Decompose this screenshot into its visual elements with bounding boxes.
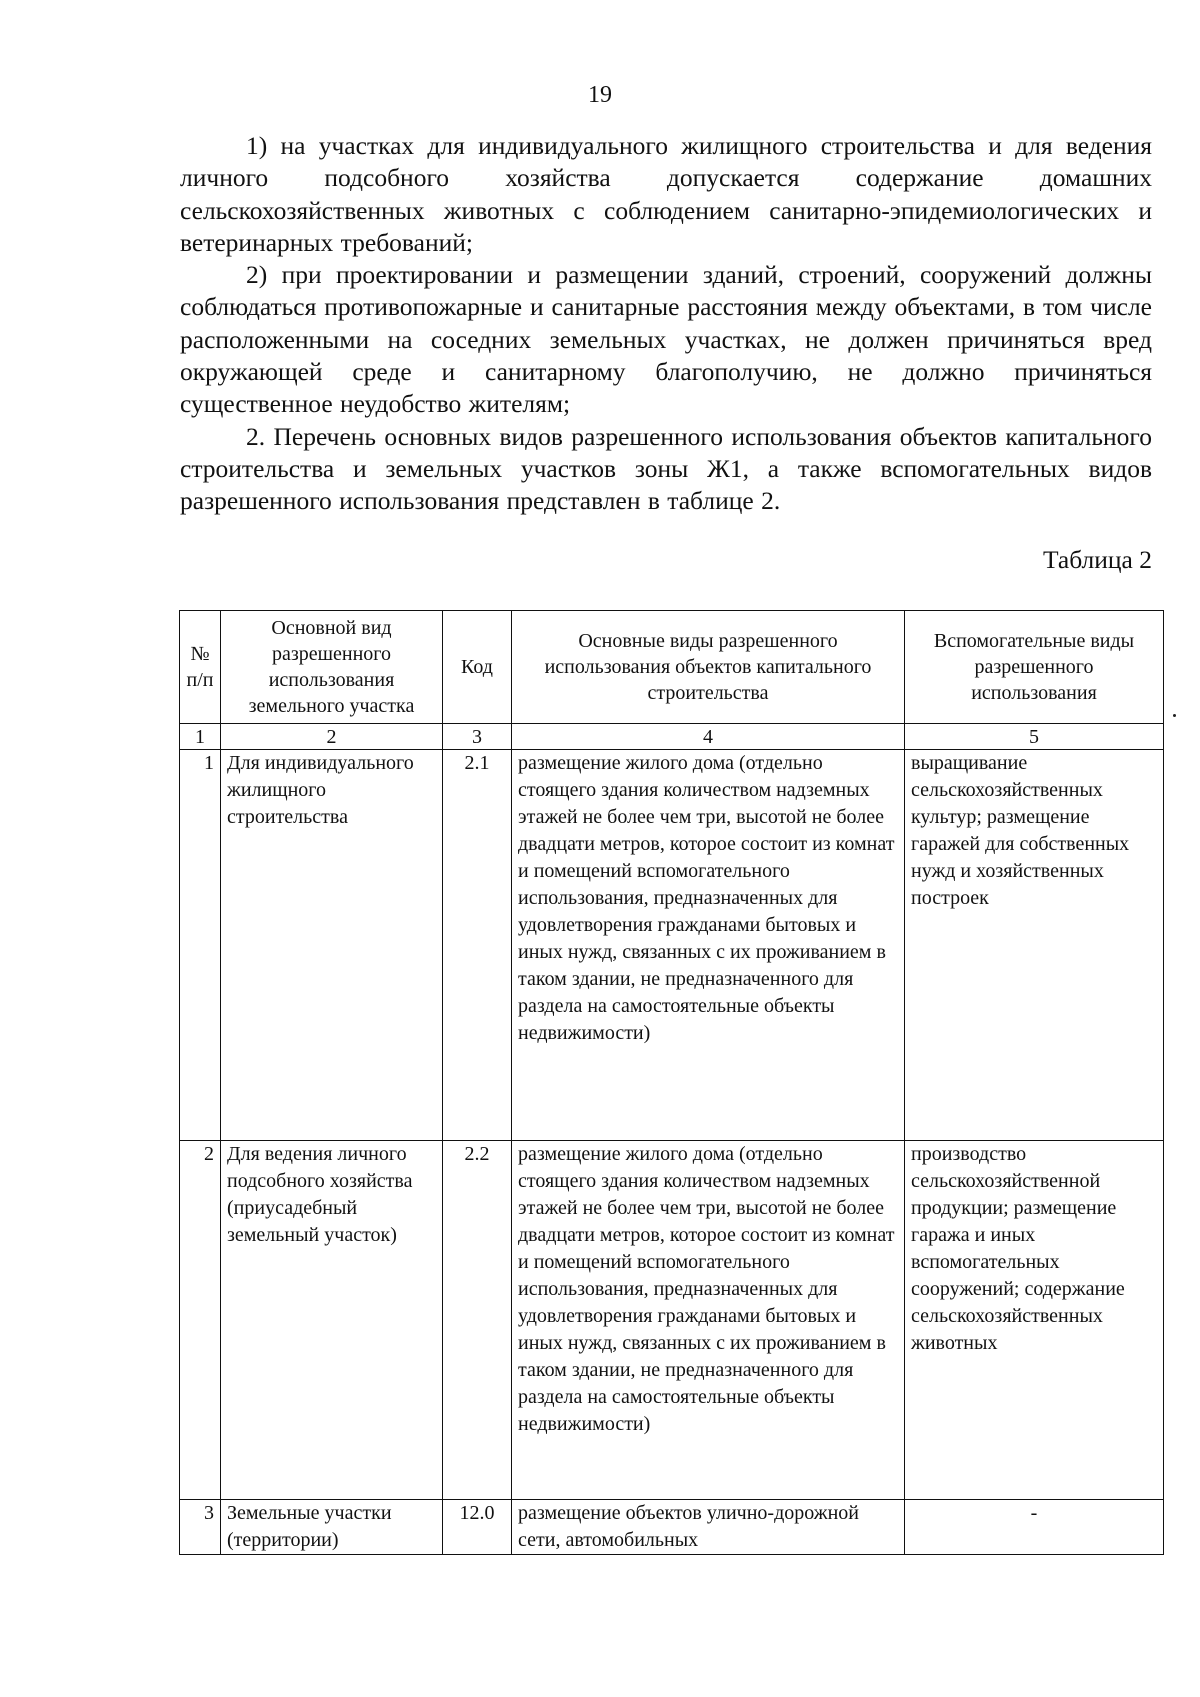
paragraph-1: 1) на участках для индивидуального жилищного строительства и для ведения личного подсобного хозяйства допускается содержание домашних сельскохозяйственных животных с соблюдением санитарно-эпидемиологических и ветеринарных требований; [180,131,1152,257]
row-number: 2 [180,1141,221,1500]
column-number: 2 [221,724,443,750]
aux-use-cell: производство сельскохозяйственной продукции; размещение гаража и иных вспомогательных сооружений; содержание сельскохозяйственных животных [905,1141,1164,1500]
table-caption: Таблица 2 [1042,545,1152,574]
aux-use-cell: - [905,1500,1164,1555]
code-cell: 12.0 [443,1500,512,1555]
body-text [180,130,1152,518]
land-use-cell: Земельные участки (территории) [221,1500,443,1555]
code-cell: 2.1 [443,750,512,1141]
column-number: 5 [905,724,1164,750]
row-number: 1 [180,750,221,1141]
code-cell: 2.2 [443,1141,512,1500]
aux-use-cell: выращивание сельскохозяйственных культур; размещение гаражей для собственных нужд и хозяйственных построек [905,750,1164,1141]
land-use-cell: Для индивидуального жилищного строительства [221,750,443,1141]
header-number: № п/п [180,611,221,724]
scan-speck [1173,714,1176,717]
main-use-cell: размещение объектов улично-дорожной сети, автомобильных [512,1500,905,1555]
header-aux-use: Вспомогательные виды разрешенного использования [905,611,1164,724]
land-use-table [179,610,1164,1555]
table-row [180,1500,1164,1555]
table-row [180,1141,1164,1500]
column-number: 1 [180,724,221,750]
header-main-use: Основные виды разрешенного использования объектов капитального строительства [512,611,905,724]
page-number: 19 [588,82,612,108]
paragraph-3: 2. Перечень основных видов разрешенного использования объектов капитального строительства и земельных участков зоны Ж1, а также вспомогательных видов разрешенного использования представлен в таблице 2. [180,421,1152,516]
column-number: 4 [512,724,905,750]
column-number: 3 [443,724,512,750]
column-numbers-row [180,724,1164,750]
main-use-cell: размещение жилого дома (отдельно стоящего здания количеством надземных этажей не более чем три, высотой не более двадцати метров, которое состоит из комнат и помещений вспомогательного использования, предназначенных для удовлетворения гражданами бытовых и иных нужд, связанных с их проживанием в таком здании, не предназначенного для раздела на самостоятельные объекты недвижимости) [512,750,905,1141]
paragraph-2: 2) при проектировании и размещении зданий, строений, сооружений должны соблюдаться противопожарные и санитарные расстояния между объектами, в том числе расположенными на соседних земельных участках, не должен причиняться вред окружающей среде и санитарному благополучию, не должно причиняться существенное неудобство жителям; [180,260,1152,419]
table-header-row [180,611,1164,724]
table-row [180,750,1164,1141]
land-use-cell: Для ведения личного подсобного хозяйства (приусадебный земельный участок) [221,1141,443,1500]
main-use-cell: размещение жилого дома (отдельно стоящего здания количеством надземных этажей не более чем три, высотой не более двадцати метров, которое состоит из комнат и помещений вспомогательного использования, предназначенных для удовлетворения гражданами бытовых и иных нужд, связанных с их проживанием в таком здании, не предназначенного для раздела на самостоятельные объекты недвижимости) [512,1141,905,1500]
header-land-use: Основной вид разрешенного использования земельного участка [221,611,443,724]
header-code: Код [443,611,512,724]
row-number: 3 [180,1500,221,1555]
